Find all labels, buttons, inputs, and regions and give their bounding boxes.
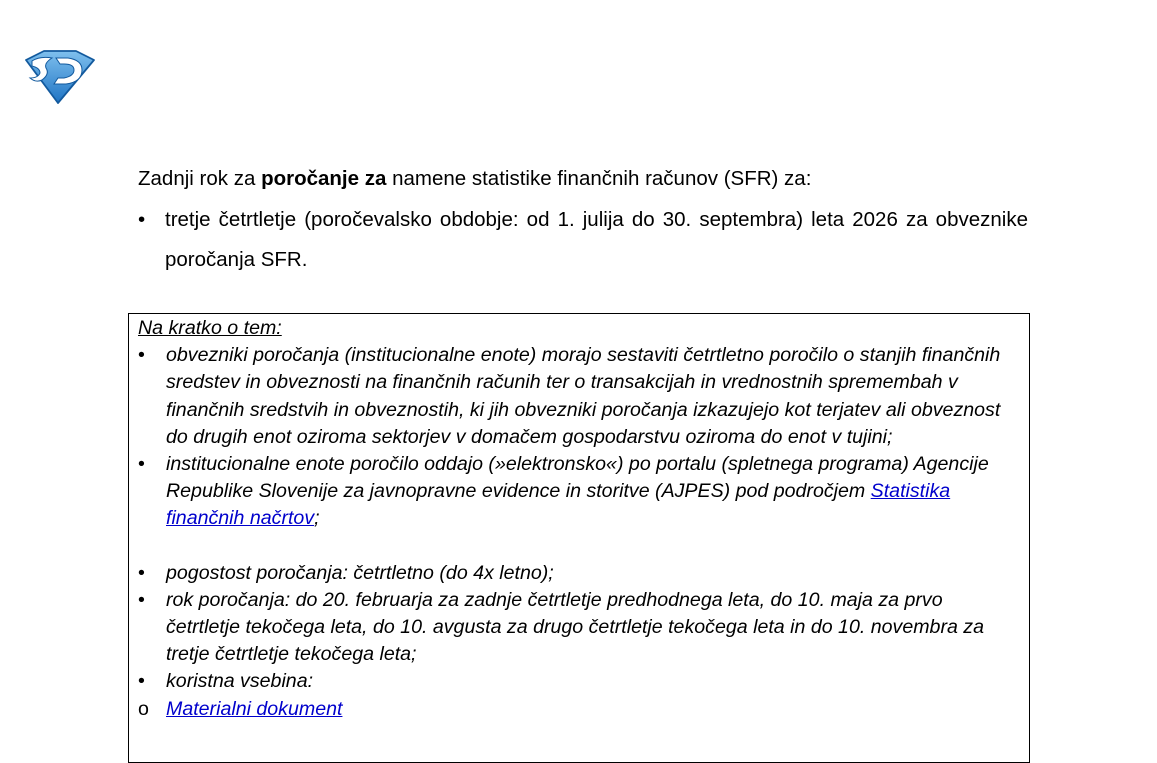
period-item (138, 200, 1028, 280)
circle-bullet-icon: o (138, 697, 149, 720)
statistika-financnih-nacrtov-link[interactable]: Statistika finančnih načrtov (166, 480, 951, 530)
summary-item-text: obvezniki poročanja (institucionalne enote) morajo sestaviti četrtletno poročilo o stanjih finančnih sredstev in obveznosti na finančnih računih ter o transakcijah in vrednostnih spremembah v finančnih sredstvih in obveznostih, ki jih obvezniki poročanja izkazujejo kot terjatev ali obveznost do drugih enot oziroma sektorjev v domačem gospodarstvu oziroma do enot v tujini; (166, 344, 1001, 448)
bullet-icon: • (138, 208, 146, 231)
materialni-dokument-link[interactable]: Materialni dokument (166, 697, 343, 720)
summary-item-text: pogostost poročanja: četrtletno (do 4x letno); (166, 561, 554, 584)
shield-logo-icon (22, 48, 96, 104)
period-item-text: tretje četrtletje (poročevalsko obdobje: od 1. julija do 30. septembra) leta 2026 za obveznike poročanja SFR. (165, 208, 1028, 271)
summary-item-obligations (138, 342, 1019, 451)
bullet-icon: • (138, 670, 145, 693)
summary-list (138, 342, 1019, 695)
logo-emblem (22, 48, 96, 104)
summary-heading: Na kratko o tem: (138, 317, 282, 339)
useful-content-sublist (138, 696, 1019, 723)
summary-item-submission (138, 451, 1019, 533)
bullet-icon: • (138, 453, 145, 476)
bullet-icon: • (138, 344, 145, 367)
intro-section (138, 164, 1028, 280)
summary-item-frequency (138, 560, 1019, 587)
summary-item-useful-content (138, 668, 1019, 695)
sub-item-material-document (138, 696, 1019, 723)
summary-item-deadline (138, 587, 1019, 669)
lead-bold-reporting: poročanje (261, 167, 360, 190)
lead-text-start: Zadnji rok za (138, 167, 262, 190)
summary-item-text: koristna vsebina: (166, 670, 314, 693)
summary-item-text: rok poročanja: do 20. februarja za zadnje četrtletje predhodnega leta, do 10. maja za prvo četrtletje tekočega leta, do 10. avgusta za drugo četrtletje tekočega leta in do 10. novembra za tretje četrtletje tekočega leta; (166, 588, 985, 666)
bullet-icon: • (138, 588, 145, 611)
summary-item-text: institucionalne enote poročilo oddajo (»elektronsko«) po portalu (spletnega programa) Agencije Republike Slovenije za javnopravne evidence in storitve (AJPES) pod področjem (166, 453, 989, 503)
lead-text-end: namene statistike finančnih računov (SFR) za: (386, 167, 812, 190)
period-list (138, 200, 1028, 280)
intro-lead (138, 164, 1028, 194)
summary-item-text-end: ; (314, 507, 320, 530)
lead-bold-for: za (359, 167, 387, 190)
summary-box (128, 313, 1030, 763)
bullet-icon: • (138, 561, 145, 584)
